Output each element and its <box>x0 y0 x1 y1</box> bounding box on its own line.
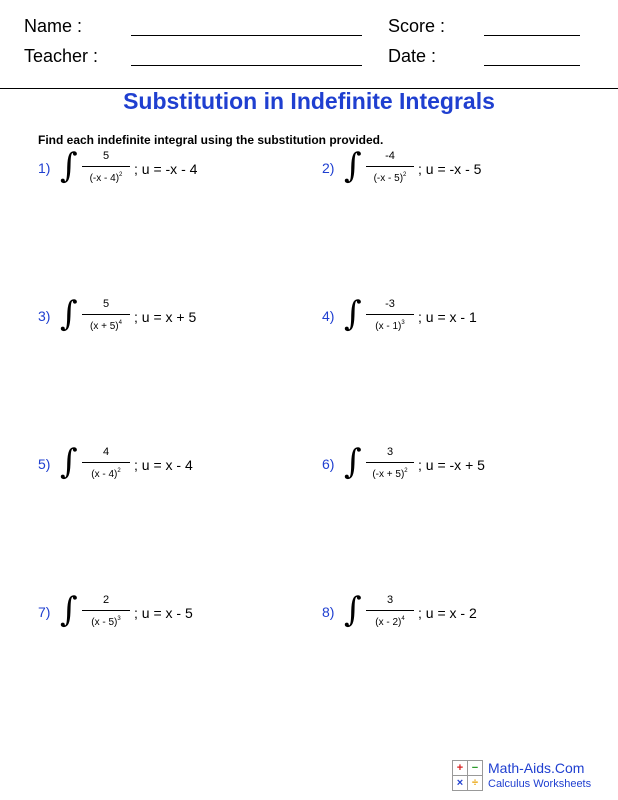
numerator: 3 <box>386 446 394 458</box>
denominator-base: (-x + 5) <box>372 469 405 480</box>
substitution: ; u = x - 5 <box>134 605 193 621</box>
denominator-exponent: 2 <box>117 468 121 474</box>
integral-sign-icon: ∫ <box>60 442 78 482</box>
problem-number: 4) <box>322 308 335 324</box>
worksheet-title: Substitution in Indefinite Integrals <box>123 88 495 114</box>
integral-sign-icon: ∫ <box>344 294 362 334</box>
denominator <box>366 613 414 629</box>
problem-number: 8) <box>322 604 335 620</box>
teacher-field[interactable] <box>131 65 362 66</box>
fraction-bar <box>366 314 414 315</box>
fraction-bar <box>82 610 130 611</box>
site-name[interactable]: Math-Aids.Com <box>488 760 585 776</box>
fraction <box>82 446 130 481</box>
substitution: ; u = x - 2 <box>418 605 477 621</box>
denominator-base: (x - 1) <box>375 321 402 332</box>
site-tagline: Calculus Worksheets <box>488 778 592 790</box>
substitution: ; u = x - 4 <box>134 457 193 473</box>
problem-number: 7) <box>38 604 51 620</box>
problem-number: 5) <box>38 456 51 472</box>
numerator: 5 <box>102 298 110 310</box>
denominator-exponent: 2 <box>119 172 123 178</box>
denominator <box>82 465 130 481</box>
fraction-bar <box>366 166 414 167</box>
numerator: 2 <box>102 594 110 606</box>
problem-number: 1) <box>38 160 51 176</box>
fraction <box>366 150 414 185</box>
denominator-base: (-x - 4) <box>89 173 120 184</box>
teacher-label: Teacher : <box>24 46 99 66</box>
name-label: Name : <box>24 16 83 36</box>
problem-7 <box>38 590 298 634</box>
score-label: Score : <box>388 16 446 36</box>
denominator <box>366 317 414 333</box>
problem-number: 6) <box>322 456 335 472</box>
denominator-base: (x - 4) <box>91 469 118 480</box>
fraction <box>366 298 414 333</box>
plus-icon: + <box>452 760 468 776</box>
denominator-exponent: 3 <box>401 320 405 326</box>
problem-4 <box>322 294 582 338</box>
denominator-exponent: 2 <box>403 172 407 178</box>
denominator-base: (x + 5) <box>90 321 119 332</box>
denominator-exponent: 4 <box>401 616 405 622</box>
integral-sign-icon: ∫ <box>60 146 78 186</box>
denominator-exponent: 3 <box>117 616 121 622</box>
fraction-bar <box>82 462 130 463</box>
integral-sign-icon: ∫ <box>60 590 78 630</box>
problem-number: 2) <box>322 160 335 176</box>
substitution: ; u = x - 1 <box>418 309 477 325</box>
integral-sign-icon: ∫ <box>344 442 362 482</box>
problem-number: 3) <box>38 308 51 324</box>
problem-5 <box>38 442 298 486</box>
divide-icon: ÷ <box>467 775 483 791</box>
substitution: ; u = -x + 5 <box>418 457 485 473</box>
integral-sign-icon: ∫ <box>344 590 362 630</box>
denominator <box>82 613 130 629</box>
date-label: Date : <box>388 46 437 66</box>
fraction-bar <box>82 166 130 167</box>
fraction <box>366 594 414 629</box>
fraction <box>82 594 130 629</box>
math-aids-logo <box>452 758 612 794</box>
numerator: 5 <box>102 150 110 162</box>
denominator-base: (x - 5) <box>91 617 118 628</box>
numerator: 3 <box>386 594 394 606</box>
instructions: Find each indefinite integral using the substitution provided. <box>38 133 384 147</box>
name-field[interactable] <box>131 35 362 36</box>
problem-1 <box>38 146 298 190</box>
times-icon: × <box>452 775 468 791</box>
denominator <box>82 317 130 333</box>
problem-3 <box>38 294 298 338</box>
fraction-bar <box>366 610 414 611</box>
score-field[interactable] <box>484 35 580 36</box>
problem-6 <box>322 442 582 486</box>
numerator: -3 <box>385 298 395 310</box>
denominator-exponent: 2 <box>404 468 408 474</box>
fraction <box>82 150 130 185</box>
denominator <box>82 169 130 185</box>
denominator <box>366 465 414 481</box>
operators-icon <box>452 760 482 790</box>
denominator-base: (-x - 5) <box>373 173 404 184</box>
problem-2 <box>322 146 582 190</box>
integral-sign-icon: ∫ <box>344 146 362 186</box>
substitution: ; u = x + 5 <box>134 309 197 325</box>
numerator: -4 <box>385 150 395 162</box>
fraction-bar <box>366 462 414 463</box>
integral-sign-icon: ∫ <box>60 294 78 334</box>
minus-icon: − <box>467 760 483 776</box>
problem-8 <box>322 590 582 634</box>
substitution: ; u = -x - 5 <box>418 161 482 177</box>
denominator <box>366 169 414 185</box>
substitution: ; u = -x - 4 <box>134 161 198 177</box>
fraction-bar <box>82 314 130 315</box>
denominator-base: (x - 2) <box>375 617 402 628</box>
numerator: 4 <box>102 446 110 458</box>
fraction <box>366 446 414 481</box>
denominator-exponent: 4 <box>118 320 122 326</box>
date-field[interactable] <box>484 65 580 66</box>
fraction <box>82 298 130 333</box>
